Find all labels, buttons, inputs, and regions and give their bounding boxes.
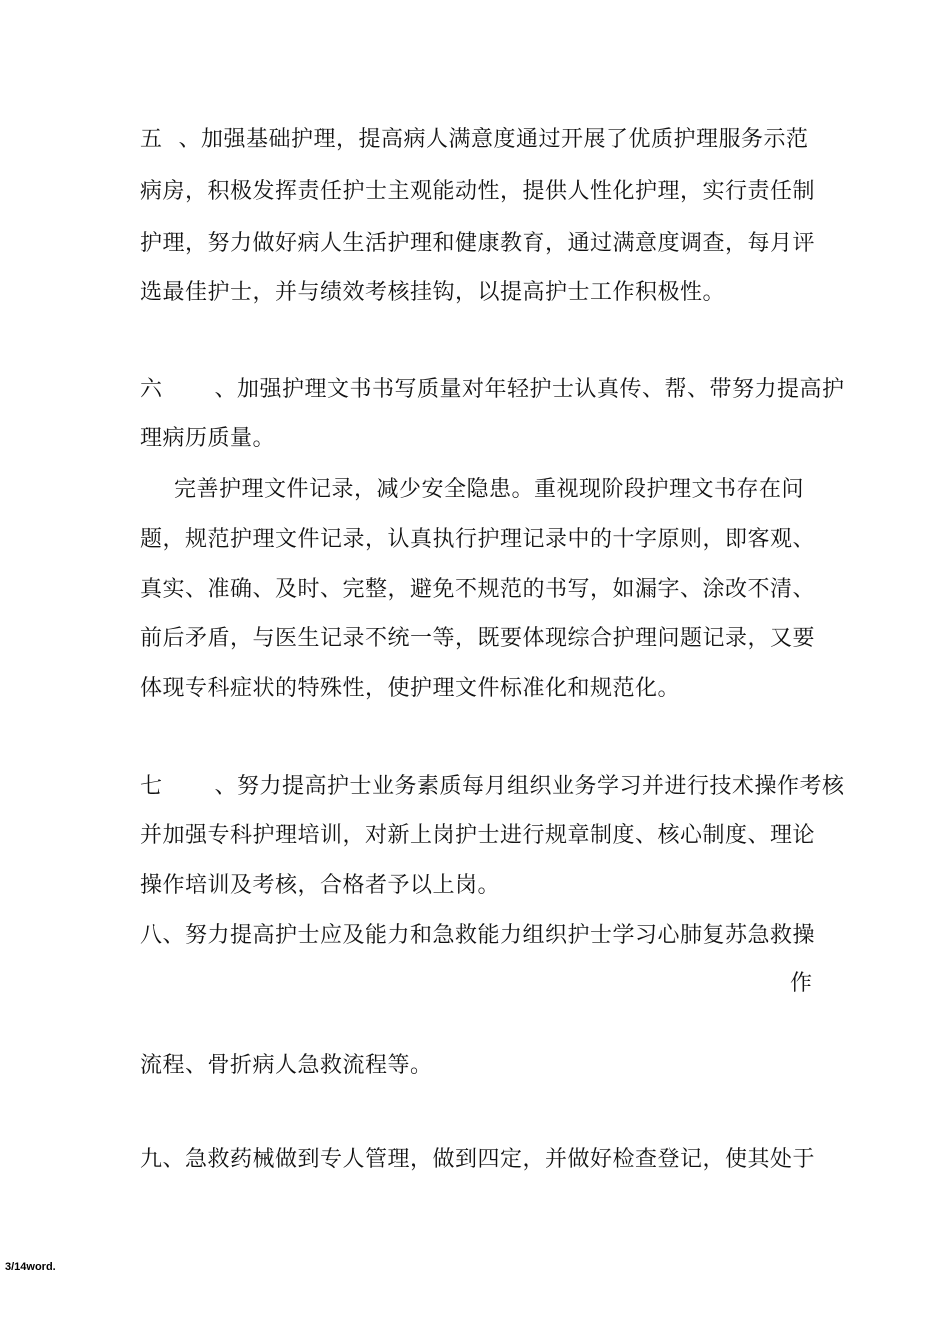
section7-line1: 七 、努力提高护士业务素质每月组织业务学习并进行技术操作考核: [140, 774, 845, 799]
section6-para-line2: 题，规范护理文件记录，认真执行护理记录中的十字原则，即客观、: [140, 527, 816, 552]
section5-line1: 五 、加强基础护理，提高病人满意度通过开展了优质护理服务示范: [140, 127, 809, 152]
section5-number: 五: [140, 127, 163, 152]
section8-line1-overflow: 作: [790, 971, 813, 996]
section6-line1: 六 、加强护理文书书写质量对年轻护士认真传、帮、带努力提高护: [140, 377, 845, 402]
section6-number: 六: [140, 377, 163, 402]
section6-para-line4: 前后矛盾，与医生记录不统一等，既要体现综合护理问题记录，又要: [140, 626, 816, 651]
section6-para-line1: 完善护理文件记录，减少安全隐患。重视现阶段护理文书存在问: [174, 477, 805, 502]
section8-line1: 八、努力提高护士应及能力和急救能力组织护士学习心肺复苏急救操: [140, 923, 816, 948]
section8-line2: 流程、骨折病人急救流程等。: [140, 1053, 433, 1078]
section7-line3: 操作培训及考核，合格者予以上岗。: [140, 873, 501, 898]
section6-para-line5: 体现专科症状的特殊性，使护理文件标准化和规范化。: [140, 676, 681, 701]
section5-line4: 选最佳护士，并与绩效考核挂钩，以提高护士工作积极性。: [140, 280, 726, 305]
section5-line2: 病房，积极发挥责任护士主观能动性，提供人性化护理，实行责任制: [140, 179, 816, 204]
section7-number: 七: [140, 774, 163, 799]
page-footer-label: 3/14word.: [5, 1261, 56, 1273]
section7-line2: 并加强专科护理培训，对新上岗护士进行规章制度、核心制度、理论: [140, 823, 816, 848]
section6-para-line3: 真实、准确、及时、完整，避免不规范的书写，如漏字、涂改不清、: [140, 577, 816, 602]
section9-line1: 九、急救药械做到专人管理，做到四定，并做好检查登记，使其处于: [140, 1147, 816, 1172]
section6-line2: 理病历质量。: [140, 426, 276, 451]
section5-line3: 护理，努力做好病人生活护理和健康教育，通过满意度调查，每月评: [140, 231, 816, 256]
